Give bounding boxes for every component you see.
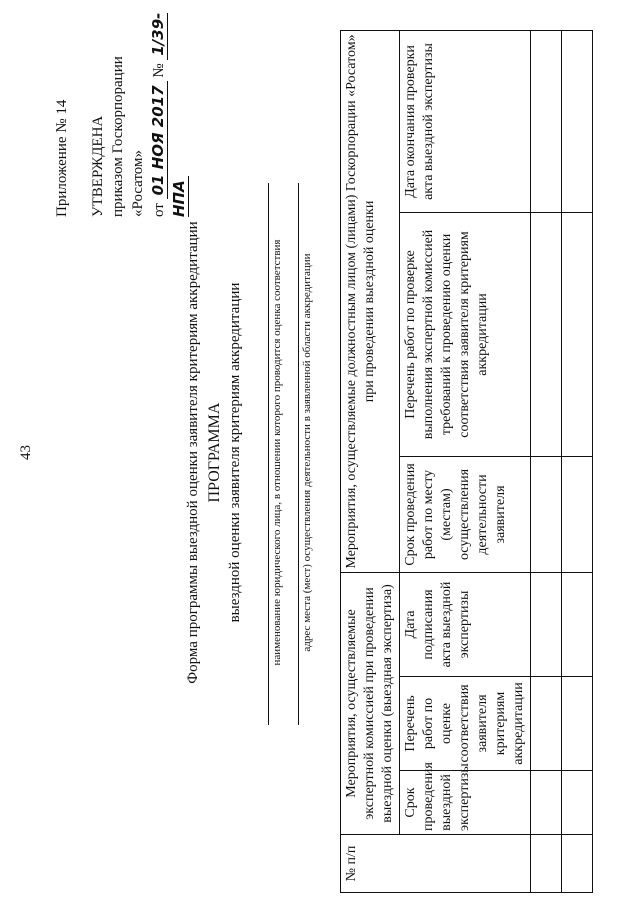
order-label: приказом Госкорпорации «Росатом» [110, 56, 146, 217]
program-subtitle: выездной оценки заявителя критериям аккредитации [227, 282, 243, 623]
approved-label: УТВЕРЖДЕНА [90, 115, 106, 217]
order-number: 1/39-НПА [149, 12, 188, 217]
address-fill-line [298, 183, 299, 725]
date-prefix: от [151, 203, 167, 217]
page-number: 43 [18, 445, 34, 460]
col-assessment-works: Перечень работ по оценке соответствия заявителя критериям аккредитации [400, 677, 531, 771]
table-subheader-row [400, 30, 531, 892]
legal-entity-caption: наименование юридического лица, в отношении которого проводится оценка соответствия [271, 239, 283, 666]
address-caption: адрес места (мест) осуществления деятельности в заявленной области аккредитации [301, 253, 313, 652]
commission-group-header: Мероприятия, осуществляемые экспертной комиссией при проведении выездной оценки (выездная экспертиза) [341, 572, 400, 834]
appendix-label: Приложение № 14 [54, 99, 70, 217]
col-onsite-term: Срок проведения работ по месту (местам) осуществления деятельности заявителя [400, 456, 531, 572]
table-row [531, 30, 562, 892]
table-header-row [341, 30, 400, 892]
col-act-signing-date: Дата подписания акта выездной экспертизы [400, 572, 531, 676]
col-verification-works: Перечень работ по проверке выполнения экспертной комиссией требований к проведению оценки соответствия заявителя критериям аккредитации [400, 212, 531, 456]
officials-group-header: Мероприятия, осуществляемые должностным лицом (лицами) Госкорпорации «Росатом» при проведении выездной оценки [341, 30, 400, 572]
legal-entity-fill-line [268, 183, 269, 725]
approval-block [52, 0, 190, 217]
col-number-header: № п/п [341, 835, 531, 893]
col-expertise-term: Срок проведения выездной экспертизы [400, 771, 531, 835]
program-title: ПРОГРАММА [206, 402, 223, 503]
program-heading [205, 0, 245, 905]
order-date: 01 НОЯ 2017 [149, 81, 168, 199]
form-title: Форма программы выездной оценки заявителя критериям аккредитации [185, 221, 201, 684]
order-date-line [148, 0, 190, 217]
table-row [562, 30, 593, 892]
program-table [340, 30, 593, 893]
col-check-end-date: Дата окончания проверки акта выездной экспертизы [400, 30, 531, 212]
number-prefix: № [151, 63, 167, 78]
